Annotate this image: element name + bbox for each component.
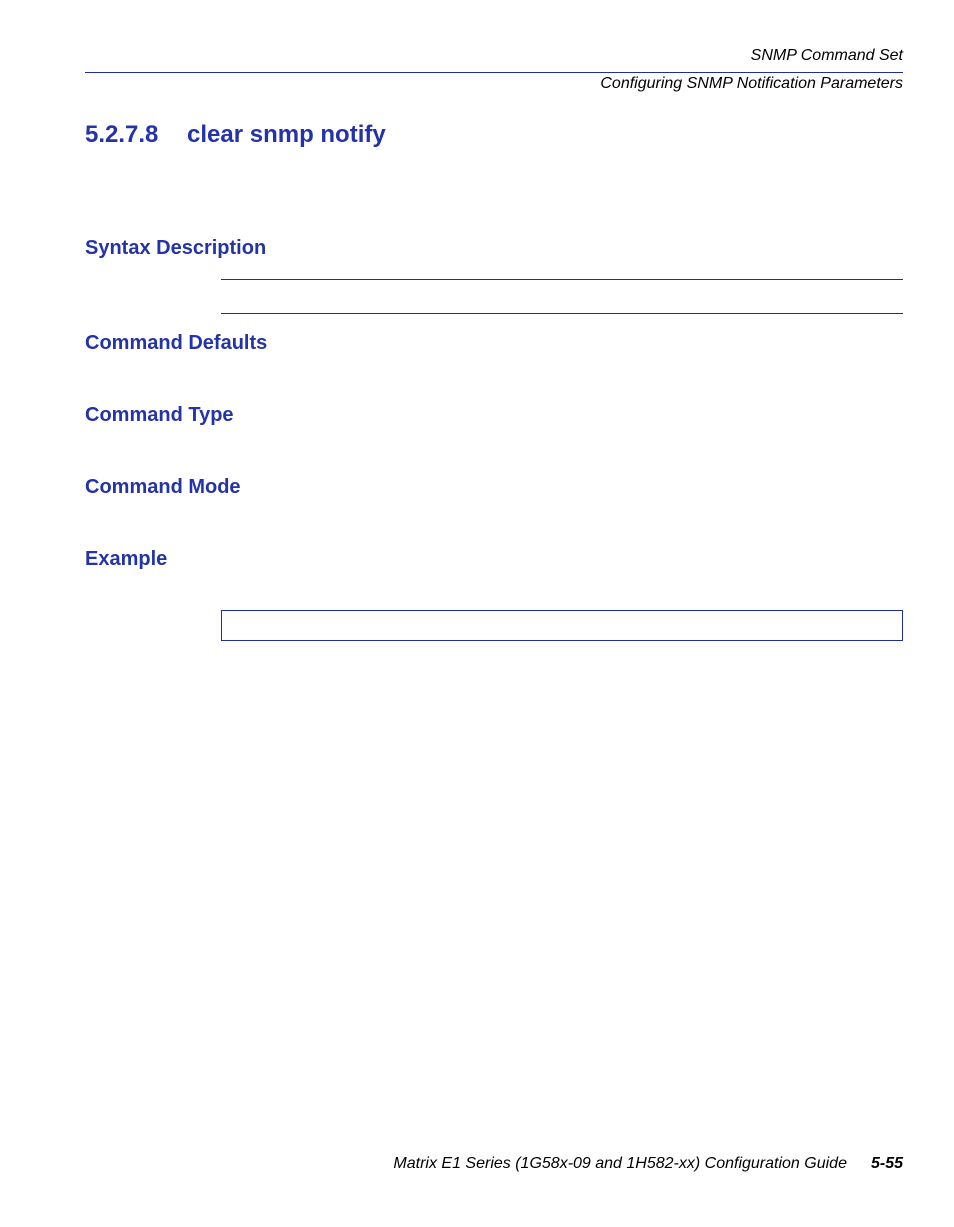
syntax-table-top-rule (221, 279, 903, 280)
running-header-section: Configuring SNMP Notification Parameters (600, 75, 903, 92)
subheading-example: Example (85, 548, 168, 570)
header-rule (85, 72, 903, 73)
section-number: 5.2.7.8 (85, 121, 159, 148)
subheading-command-mode: Command Mode (85, 476, 241, 498)
subheading-command-type: Command Type (85, 404, 234, 426)
footer-guide-title: Matrix E1 Series (1G58x-09 and 1H582-xx) Configuration Guide (393, 1155, 847, 1172)
subheading-syntax-description: Syntax Description (85, 237, 267, 259)
page-footer (393, 1155, 903, 1173)
section-title: clear snmp notify (187, 121, 386, 148)
page-number: 5-55 (870, 1155, 903, 1172)
running-header-chapter: SNMP Command Set (750, 47, 903, 64)
subheading-command-defaults: Command Defaults (85, 332, 268, 354)
example-code-box (221, 610, 903, 641)
section-heading (85, 121, 386, 149)
syntax-table-bottom-rule (221, 313, 903, 314)
